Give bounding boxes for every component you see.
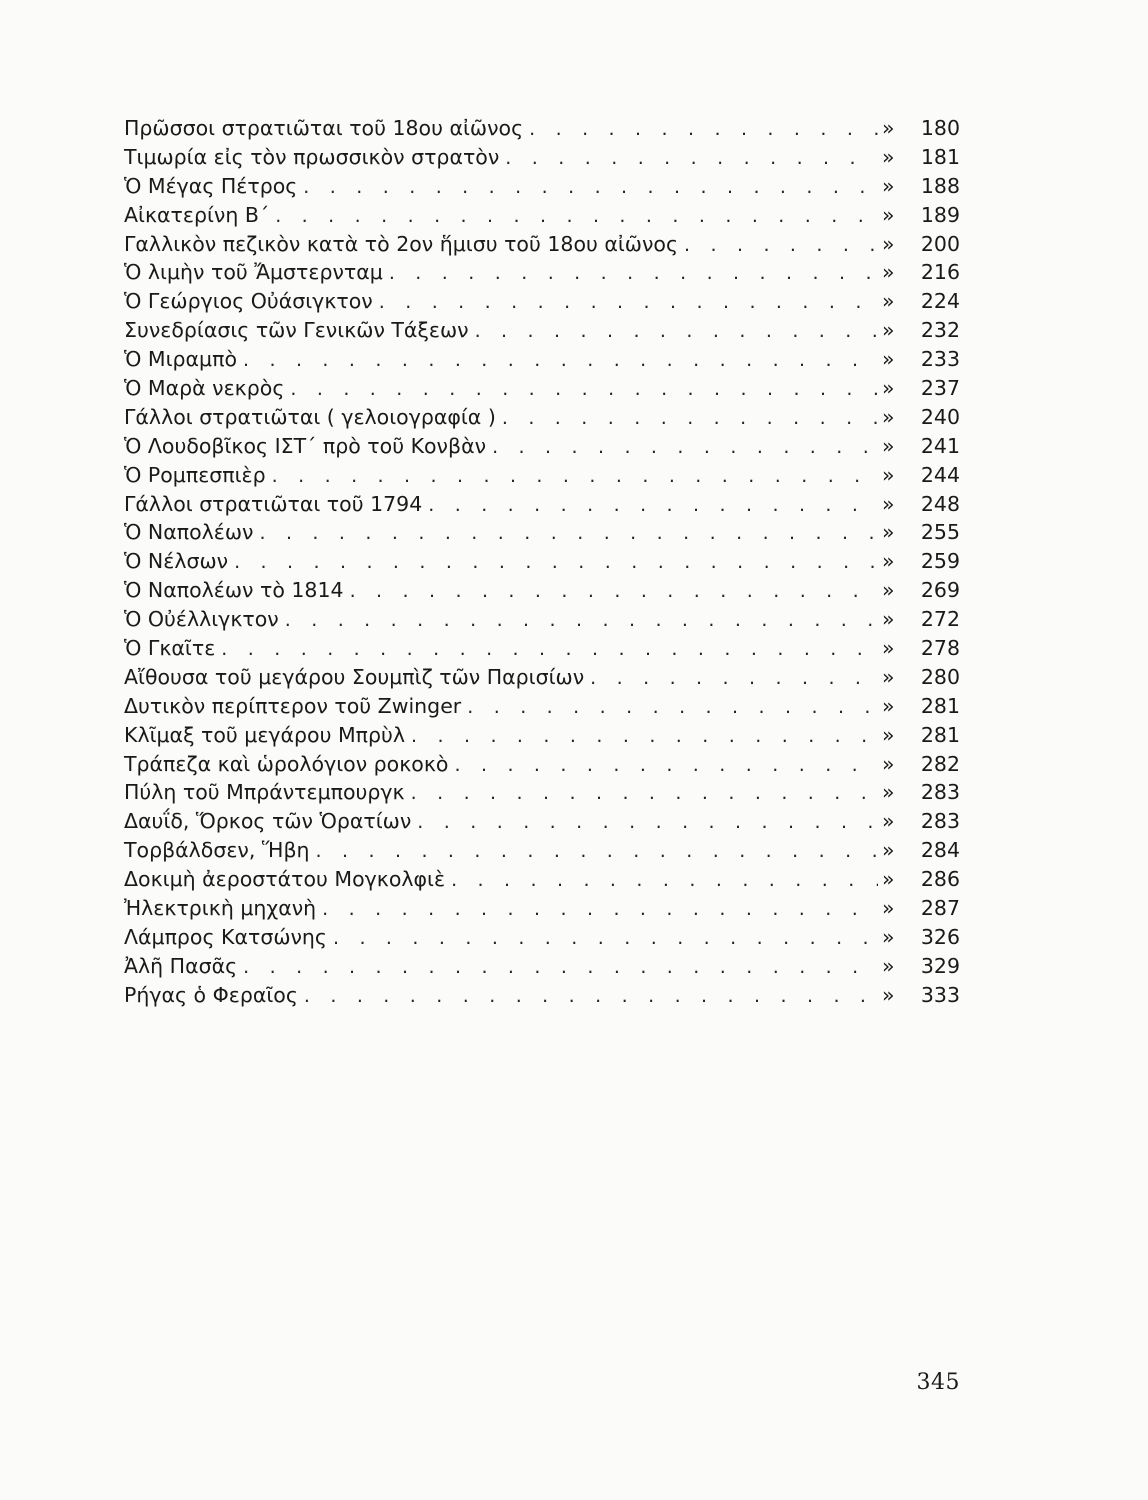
ditto-mark: »	[882, 433, 895, 458]
toc-entry	[124, 778, 960, 807]
entry-title: Τιμωρία εἰς τὸν πρωσσικὸν στρατὸν	[124, 144, 500, 169]
dot-leader	[411, 779, 878, 808]
toc-entry	[124, 836, 960, 865]
entry-page: 272	[920, 607, 960, 632]
entry-page: 269	[920, 578, 960, 603]
toc-entry	[124, 865, 960, 894]
ditto-mark: »	[882, 404, 895, 429]
dot-leader	[243, 953, 878, 982]
entry-page: 244	[920, 462, 960, 487]
ditto-mark: »	[882, 924, 895, 949]
entry-page: 224	[920, 289, 960, 314]
toc-entry	[124, 432, 960, 461]
toc-entry	[124, 201, 960, 230]
entry-page: 259	[920, 549, 960, 574]
toc-entry	[124, 143, 960, 172]
ditto-mark: »	[882, 578, 895, 603]
dot-leader	[285, 606, 878, 635]
entry-title: Ρήγας ὁ Φεραῖος	[124, 982, 298, 1007]
ditto-mark: »	[882, 838, 895, 863]
toc-entry	[124, 114, 960, 143]
toc-entry	[124, 316, 960, 345]
dot-leader	[316, 837, 878, 866]
entry-page: 216	[920, 260, 960, 285]
toc-entry	[124, 750, 960, 779]
dot-leader	[303, 173, 878, 202]
toc-entry	[124, 634, 960, 663]
dot-leader	[475, 317, 878, 346]
ditto-mark: »	[882, 982, 895, 1007]
entry-title: Ἀλῆ Πασᾶς	[124, 953, 238, 978]
toc-entry	[124, 518, 960, 547]
entry-title: Αἴθουσα τοῦ μεγάρου Σουμπὶζ τῶν Παρισίων	[124, 664, 585, 689]
dot-leader	[350, 577, 878, 606]
ditto-mark: »	[882, 953, 895, 978]
ditto-mark: »	[882, 347, 895, 372]
ditto-mark: »	[882, 289, 895, 314]
entry-page: 188	[920, 173, 960, 198]
entry-title: Δαυΐδ, Ὅρκος τῶν Ὁρατίων	[124, 809, 412, 834]
toc-entry	[124, 461, 960, 490]
entry-page: 282	[920, 751, 960, 776]
entry-title: Ὁ Ναπολέων	[124, 520, 254, 545]
entry-page: 189	[920, 202, 960, 227]
entry-title: Τορβάλδσεν, Ἥβη	[124, 838, 310, 863]
entry-title: Ὁ Ναπολέων τὸ 1814	[124, 578, 344, 603]
entry-page: 284	[920, 838, 960, 863]
entry-page: 283	[920, 780, 960, 805]
ditto-mark: »	[882, 549, 895, 574]
ditto-mark: »	[882, 896, 895, 921]
dot-leader	[529, 115, 878, 144]
entry-page: 240	[920, 404, 960, 429]
toc-entry	[124, 230, 960, 259]
entry-title: Πρῶσσοι στρατιῶται τοῦ 18ου αἰῶνος	[124, 116, 524, 140]
ditto-mark: »	[882, 722, 895, 747]
toc-entry	[124, 923, 960, 952]
dot-leader	[505, 144, 878, 173]
toc-entry	[124, 663, 960, 692]
dot-leader	[221, 635, 878, 664]
entry-page: 333	[920, 982, 960, 1007]
ditto-mark: »	[882, 780, 895, 805]
dot-leader	[684, 231, 878, 260]
ditto-mark: »	[882, 664, 895, 689]
entry-page: 237	[920, 376, 960, 401]
entry-title: Ὁ Οὐέλλιγκτον	[124, 607, 279, 632]
toc-entry	[124, 692, 960, 721]
entry-title: Λάμπρος Κατσώνης	[124, 924, 327, 949]
entry-page: 248	[920, 491, 960, 516]
toc-entry	[124, 952, 960, 981]
ditto-mark: »	[882, 867, 895, 892]
ditto-mark: »	[882, 607, 895, 632]
entry-page: 329	[920, 953, 960, 978]
entry-page: 181	[920, 144, 960, 169]
entry-title: Ὁ λιμὴν τοῦ Ἄμστερνταμ	[124, 260, 383, 285]
dot-leader	[417, 808, 878, 837]
dot-leader	[234, 548, 878, 577]
toc-entry	[124, 721, 960, 750]
entry-title: Γάλλοι στρατιῶται τοῦ 1794	[124, 491, 423, 516]
ditto-mark: »	[882, 144, 895, 169]
dot-leader	[467, 693, 878, 722]
toc-entry	[124, 981, 960, 1010]
toc-entry	[124, 490, 960, 519]
ditto-mark: »	[882, 376, 895, 401]
dot-leader	[492, 433, 878, 462]
entry-title: Τράπεζα καὶ ὡρολόγιον ροκοκὸ	[124, 751, 449, 776]
ditto-mark: »	[882, 260, 895, 285]
entry-title: Πύλη τοῦ Μπράντεμπουργκ	[124, 780, 405, 805]
entry-page: 281	[920, 693, 960, 718]
toc-entry	[124, 576, 960, 605]
dot-leader	[259, 519, 878, 548]
ditto-mark: »	[882, 202, 895, 227]
entry-page: 255	[920, 520, 960, 545]
entry-page: 278	[920, 636, 960, 661]
entry-page: 280	[920, 664, 960, 689]
ditto-mark: »	[882, 751, 895, 776]
dot-leader	[379, 288, 878, 317]
dot-leader	[272, 462, 878, 491]
toc-entry	[124, 258, 960, 287]
entry-page: 286	[920, 867, 960, 892]
dot-leader	[275, 202, 878, 231]
toc-entry	[124, 605, 960, 634]
entry-title: Γαλλικὸν πεζικὸν κατὰ τὸ 2ον ἥμισυ τοῦ 18ου αἰῶνος	[124, 231, 679, 256]
ditto-mark: »	[882, 809, 895, 834]
entry-title: Ὁ Γεώργιος Οὐάσιγκτον	[124, 289, 373, 314]
entry-title: Ὁ Γκαῖτε	[124, 636, 216, 661]
entry-title: Αἰκατερίνη Β΄	[124, 202, 270, 227]
entry-title: Κλῖμαξ τοῦ μεγάρου Μπρὺλ	[124, 722, 406, 747]
entry-title: Συνεδρίασις τῶν Γενικῶν Τάξεων	[124, 318, 469, 343]
entry-page: 283	[920, 809, 960, 834]
toc-entry	[124, 547, 960, 576]
entry-page: 281	[920, 722, 960, 747]
ditto-mark: »	[882, 173, 895, 198]
toc-entry	[124, 172, 960, 201]
toc-entry	[124, 807, 960, 836]
toc-entry	[124, 287, 960, 316]
dot-leader	[502, 404, 878, 433]
ditto-mark: »	[882, 116, 895, 140]
toc-entry	[124, 345, 960, 374]
dot-leader	[451, 866, 878, 895]
entry-page: 200	[920, 231, 960, 256]
entry-page: 232	[920, 318, 960, 343]
toc-entry	[124, 374, 960, 403]
entry-title: Ὁ Νέλσων	[124, 549, 229, 574]
entry-title: Ὁ Μαρὰ νεκρὸς	[124, 376, 285, 401]
ditto-mark: »	[882, 491, 895, 516]
entry-page: 287	[920, 896, 960, 921]
ditto-mark: »	[882, 636, 895, 661]
entry-title: Ὁ Μιραμπὸ	[124, 347, 237, 372]
dot-leader	[322, 895, 878, 924]
entry-title: Ὁ Μέγας Πέτρος	[124, 173, 298, 198]
ditto-mark: »	[882, 520, 895, 545]
entry-title: Δοκιμὴ ἀεροστάτου Μογκολφιὲ	[124, 867, 446, 892]
entry-title: Ὁ Ρομπεσπιὲρ	[124, 462, 266, 487]
dot-leader	[243, 346, 878, 375]
entry-title: Ὁ Λουδοβῖκος ΙΣΤ΄ πρὸ τοῦ Κονβὰν	[124, 433, 487, 458]
ditto-mark: »	[882, 318, 895, 343]
page-number: 345	[916, 1370, 960, 1395]
toc-entry	[124, 894, 960, 923]
entry-title: Ἠλεκτρικὴ μηχανὴ	[124, 896, 317, 921]
entry-page: 241	[920, 433, 960, 458]
dot-leader	[428, 491, 878, 520]
entry-title: Δυτικὸν περίπτερον τοῦ Zwinger	[124, 693, 462, 718]
entry-page: 326	[920, 924, 960, 949]
dot-leader	[411, 722, 878, 751]
ditto-mark: »	[882, 231, 895, 256]
dot-leader	[590, 664, 878, 693]
dot-leader	[304, 982, 878, 1011]
entry-title: Γάλλοι στρατιῶται ( γελοιογραφία )	[124, 404, 496, 429]
ditto-mark: »	[882, 462, 895, 487]
dot-leader	[290, 375, 878, 404]
dot-leader	[454, 751, 878, 780]
dot-leader	[333, 924, 878, 953]
ditto-mark: »	[882, 693, 895, 718]
toc-entry	[124, 403, 960, 432]
entry-page: 180	[920, 116, 960, 140]
illustrations-index	[124, 114, 960, 1010]
dot-leader	[389, 259, 878, 288]
entry-page: 233	[920, 347, 960, 372]
